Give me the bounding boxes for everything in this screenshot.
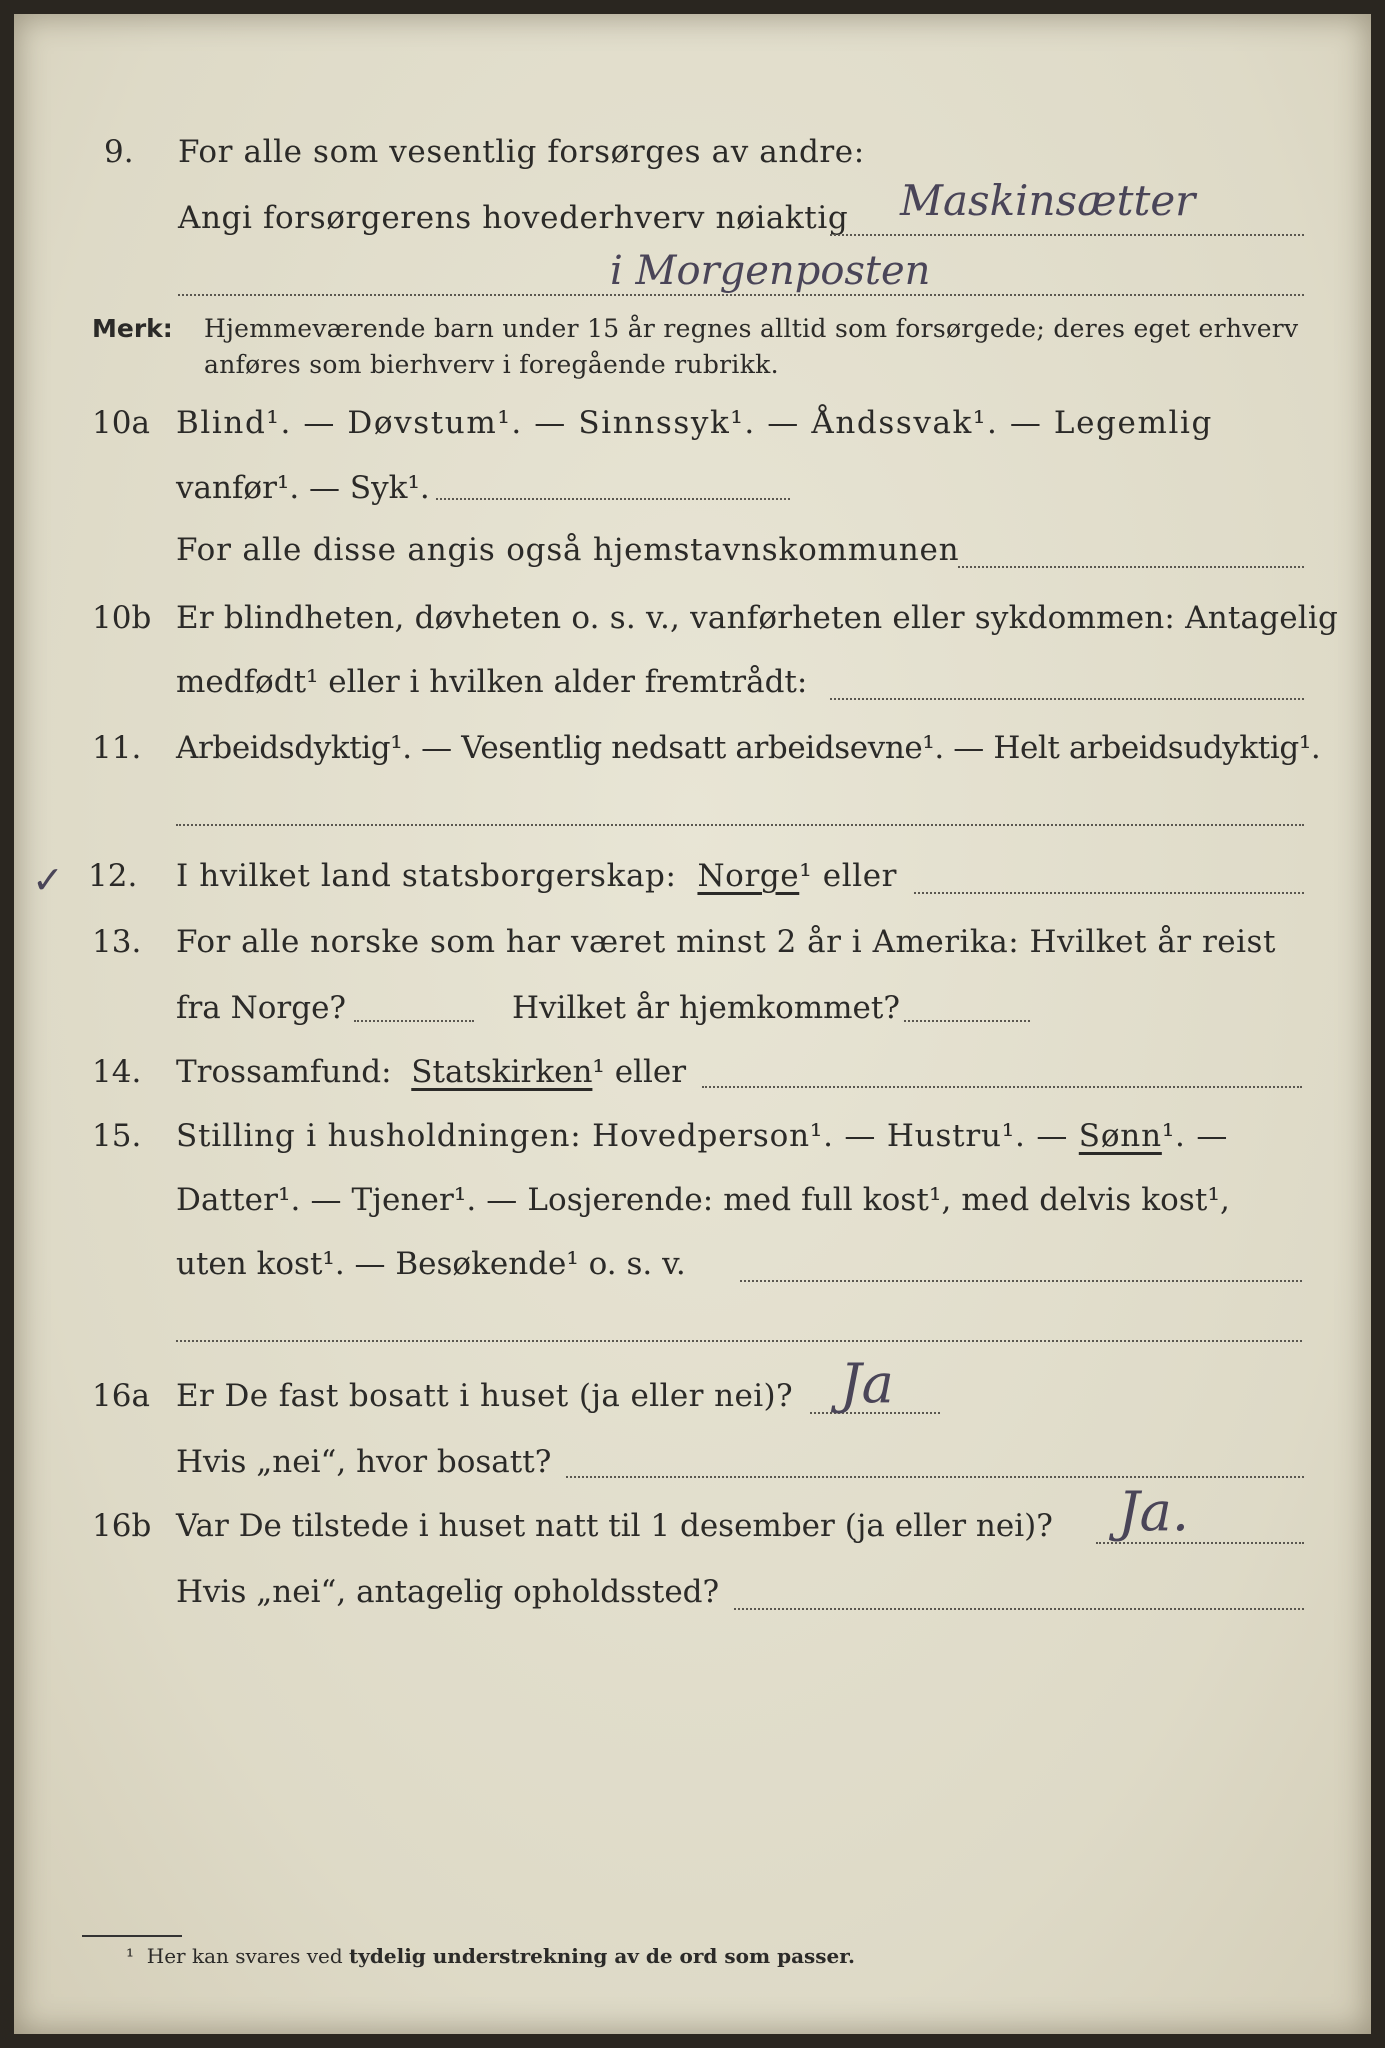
q15-number: 15. bbox=[92, 1118, 142, 1154]
q11-number: 11. bbox=[92, 730, 142, 766]
q13-line2b: Hvilket år hjemkommet? bbox=[512, 990, 900, 1026]
q15-line1: Stilling i husholdningen: Hovedperson¹. — Hustru¹. — Sønn¹. — bbox=[176, 1118, 1229, 1154]
q13-line1: For alle norske som har været minst 2 år i Amerika: Hvilket år reist bbox=[176, 924, 1276, 960]
q15-line3: uten kost¹. — Besøkende¹ o. s. v. bbox=[176, 1246, 686, 1282]
q16a-line2: Hvis „nei“, hvor bosatt? bbox=[176, 1444, 552, 1480]
q12-answer-underlined: Norge bbox=[697, 858, 800, 894]
q12-answer-line bbox=[914, 890, 1304, 894]
q13-number: 13. bbox=[92, 924, 142, 960]
q10a-answer-line bbox=[436, 496, 790, 500]
q10b-line1: Er blindheten, døvheten o. s. v., vanførheten eller sykdommen: Antagelig bbox=[176, 600, 1339, 636]
q14-answer-line bbox=[702, 1084, 1302, 1088]
q10a-line2: vanfør¹. — Syk¹. bbox=[176, 470, 430, 506]
q9-line2: Angi forsørgerens hovederhverv nøiaktig bbox=[178, 200, 849, 236]
q13-line2a: fra Norge? bbox=[176, 990, 347, 1026]
footnote: ¹ Her kan svares ved tydelig understrekning av de ord som passer. bbox=[126, 1944, 855, 1968]
footnote-mark: ¹ bbox=[126, 1944, 135, 1968]
q16a-number: 16a bbox=[92, 1378, 150, 1414]
q11-answer-line bbox=[176, 822, 1304, 826]
q16b-opholdssted-line bbox=[734, 1606, 1304, 1610]
q14-number: 14. bbox=[92, 1054, 142, 1090]
q16a-bosatt-line bbox=[566, 1474, 1304, 1478]
q13-hjemkommet-line bbox=[904, 1018, 1030, 1022]
q15-answer-underlined: Sønn bbox=[1078, 1118, 1162, 1154]
q9-answer-line1 bbox=[830, 232, 1304, 236]
q9-line1: For alle som vesentlig forsørges av andre: bbox=[178, 134, 865, 170]
q16a-handwritten-answer: Ja bbox=[840, 1352, 894, 1415]
q10a-hjemstavn-line bbox=[958, 564, 1304, 568]
q12-number: 12. bbox=[88, 858, 138, 894]
q9-handwritten-answer1: Maskinsætter bbox=[900, 176, 1196, 225]
q15-answer-line bbox=[740, 1278, 1302, 1282]
q12-question: I hvilket land statsborgerskap: Norge¹ eller bbox=[176, 858, 898, 894]
q16a-line1: Er De fast bosatt i huset (ja eller nei)? bbox=[176, 1378, 794, 1414]
q10b-answer-line bbox=[830, 696, 1304, 700]
q10b-number: 10b bbox=[92, 600, 152, 636]
q10b-line2: medfødt¹ eller i hvilken alder fremtrådt: bbox=[176, 664, 808, 700]
q10a-line3: For alle disse angis også hjemstavnskommunen bbox=[176, 532, 960, 568]
q16b-number: 16b bbox=[92, 1508, 152, 1544]
q9-number: 9. bbox=[104, 134, 134, 170]
q15-answer-line2 bbox=[176, 1338, 1302, 1342]
q13-reist-line bbox=[354, 1018, 474, 1022]
checkmark-icon: ✓ bbox=[32, 858, 64, 902]
q9-handwritten-answer2: i Morgenposten bbox=[610, 248, 931, 294]
q10a-line1: Blind¹. — Døvstum¹. — Sinnssyk¹. — Åndssvak¹. — Legemlig bbox=[176, 405, 1213, 441]
merk-line2: anføres som bierhverv i foregående rubrikk. bbox=[204, 350, 779, 379]
merk-line1: Hjemmeværende barn under 15 år regnes alltid som forsørgede; deres eget erhverv bbox=[204, 314, 1299, 343]
q16b-line1: Var De tilstede i huset natt til 1 desember (ja eller nei)? bbox=[176, 1508, 1053, 1544]
q10a-number: 10a bbox=[92, 405, 150, 441]
q14-answer-underlined: Statskirken bbox=[411, 1054, 593, 1090]
footnote-rule bbox=[82, 1935, 182, 1937]
q16b-line2: Hvis „nei“, antagelig opholdssted? bbox=[176, 1574, 720, 1610]
q11-line1: Arbeidsdyktig¹. — Vesentlig nedsatt arbeidsevne¹. — Helt arbeidsudyktig¹. bbox=[176, 730, 1321, 766]
q14-question: Trossamfund: Statskirken¹ eller bbox=[176, 1054, 687, 1090]
q15-line2: Datter¹. — Tjener¹. — Losjerende: med full kost¹, med delvis kost¹, bbox=[176, 1182, 1230, 1218]
merk-label: Merk: bbox=[92, 314, 173, 343]
q16b-handwritten-answer: Ja. bbox=[1118, 1480, 1190, 1543]
